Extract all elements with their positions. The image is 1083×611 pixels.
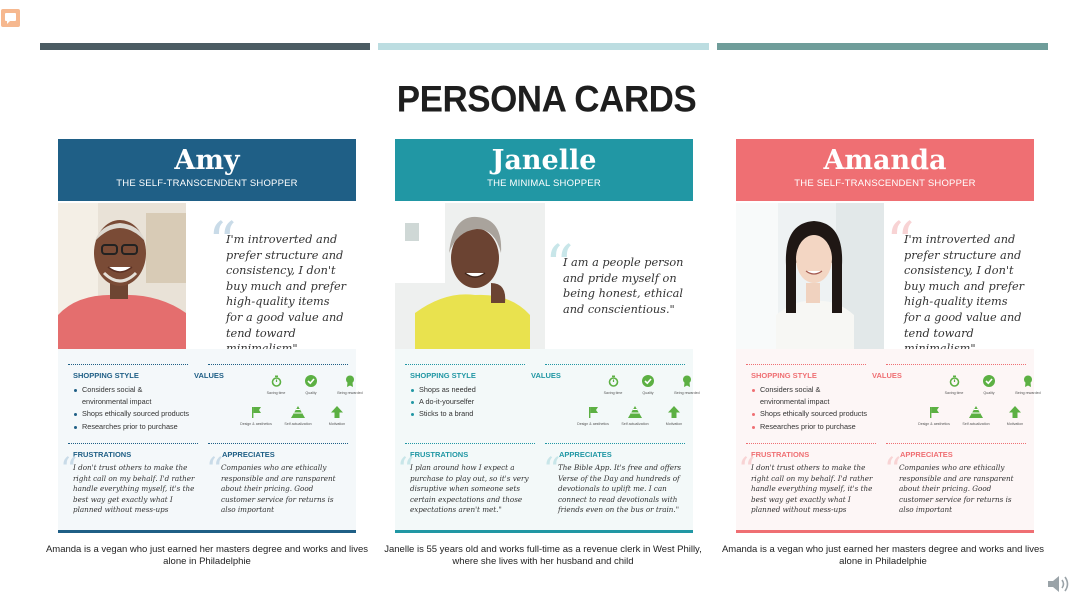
value-label: Self actualization bbox=[621, 422, 649, 426]
divider bbox=[68, 443, 198, 444]
appreciates-text: The Bible App. It's free and offers Verse of the Day and hundreds of devotionals to uplift me. I can connect to read devotionals with friends even on the bus or train." bbox=[558, 463, 682, 515]
persona-name: Amanda bbox=[823, 145, 947, 176]
value-flag bbox=[914, 406, 954, 426]
persona-photo bbox=[58, 203, 186, 349]
value-stopwatch bbox=[593, 375, 633, 395]
frustrations-text: I don't trust others to make the right call on my behalf. I'd rather handle everything myself, it's the best way get exactly what I planned without mess-ups bbox=[751, 463, 873, 515]
shopping-style-item: Considers social & bbox=[748, 384, 888, 396]
quote-mark-icon: “ bbox=[545, 234, 574, 299]
value-label: Self actualization bbox=[284, 422, 312, 426]
accent-bar-middle bbox=[378, 43, 709, 50]
persona-card-amanda bbox=[736, 139, 1041, 533]
value-medal bbox=[667, 375, 707, 395]
persona-subtitle: THE MINIMAL SHOPPER bbox=[487, 178, 601, 189]
pyramid-icon bbox=[278, 406, 318, 418]
persona-subtitle: THE SELF-TRANSCENDENT SHOPPER bbox=[794, 178, 976, 189]
frustrations-heading: FRUSTRATIONS bbox=[410, 450, 469, 459]
shopping-style-item: Shops as needed bbox=[407, 384, 547, 396]
quote-mark-icon: “ bbox=[738, 450, 756, 490]
persona-caption-1: Amanda is a vegan who just earned her masters degree and works and lives alone in Philadelphie bbox=[45, 544, 369, 567]
checkmark-icon bbox=[969, 375, 1009, 387]
value-label: Design & aesthetics bbox=[240, 422, 272, 426]
card-bottom-border bbox=[395, 530, 693, 533]
persona-name: Janelle bbox=[491, 145, 597, 176]
divider bbox=[746, 364, 866, 365]
arrow-up-icon bbox=[995, 406, 1035, 418]
value-stopwatch bbox=[256, 375, 296, 395]
pyramid-icon bbox=[956, 406, 996, 418]
divider bbox=[886, 443, 1026, 444]
medal-icon bbox=[330, 375, 370, 387]
shopping-style-item: Researches prior to purchase bbox=[70, 421, 210, 433]
photo-quote-row bbox=[736, 201, 1034, 349]
card-bottom-border bbox=[736, 530, 1034, 533]
value-flag bbox=[573, 406, 613, 426]
divider bbox=[208, 443, 348, 444]
quote-mark-icon: “ bbox=[397, 450, 415, 490]
shopping-style-heading: SHOPPING STYLE bbox=[410, 371, 476, 380]
frustrations-text: I plan around how I expect a purchase to play out, so it's very disruptive when someone sets certain expectations and those expectations aren't met." bbox=[410, 463, 529, 515]
persona-card-amy bbox=[58, 139, 363, 533]
appreciates-text: Companies who are ethically responsible and are ransparent about their pricing. Good customer service for returns is also important bbox=[899, 463, 1014, 515]
shopping-style-item: Shops ethically sourced products bbox=[748, 408, 888, 420]
card-header bbox=[395, 139, 693, 201]
shopping-style-item: Shops ethically sourced products bbox=[70, 408, 210, 420]
value-medal bbox=[330, 375, 370, 395]
photo-quote-row bbox=[58, 201, 356, 349]
value-label: Quality bbox=[983, 391, 995, 395]
page-title: PERSONA CARDS bbox=[396, 79, 697, 120]
stopwatch-icon bbox=[256, 375, 296, 387]
persona-photo bbox=[395, 203, 545, 349]
shopping-style-list bbox=[70, 384, 210, 433]
value-pyramid bbox=[278, 406, 318, 426]
accent-bar-left bbox=[40, 43, 370, 50]
divider bbox=[208, 364, 348, 365]
arrow-up-icon bbox=[317, 406, 357, 418]
value-label: Being rewarded bbox=[337, 391, 363, 395]
arrow-up-icon bbox=[654, 406, 694, 418]
value-stopwatch bbox=[934, 375, 974, 395]
divider bbox=[405, 364, 525, 365]
quote-mark-icon: “ bbox=[884, 450, 902, 490]
stopwatch-icon bbox=[934, 375, 974, 387]
persona-caption-3: Amanda is a vegan who just earned her masters degree and works and lives alone in Philadelphie bbox=[721, 544, 1045, 567]
shopping-style-item: environmental impact bbox=[760, 397, 830, 407]
card-header bbox=[736, 139, 1034, 201]
value-checkmark bbox=[969, 375, 1009, 395]
values-heading: VALUES bbox=[531, 371, 561, 380]
pyramid-icon bbox=[615, 406, 655, 418]
persona-subtitle: THE SELF-TRANSCENDENT SHOPPER bbox=[116, 178, 298, 189]
medal-icon bbox=[1008, 375, 1048, 387]
shopping-style-item: Researches prior to purchase bbox=[748, 421, 888, 433]
persona-caption-2: Janelle is 55 years old and works full-time as a revenue clerk in West Philly, where she lives with her husband and child bbox=[384, 544, 702, 567]
persona-photo bbox=[736, 203, 884, 349]
divider bbox=[746, 443, 876, 444]
card-bottom-border bbox=[58, 530, 356, 533]
flag-icon bbox=[236, 406, 276, 418]
frustrations-text: I don't trust others to make the right call on my behalf. I'd rather handle everything myself, it's the best way get exactly what I planned without mess-ups bbox=[73, 463, 195, 515]
value-label: Quality bbox=[305, 391, 317, 395]
appreciates-text: Companies who are ethically responsible and are ransparent about their pricing. Good customer service for returns is also important bbox=[221, 463, 336, 515]
value-label: Being rewarded bbox=[1015, 391, 1041, 395]
persona-details bbox=[736, 349, 1041, 533]
value-flag bbox=[236, 406, 276, 426]
photo-quote-row bbox=[395, 201, 693, 349]
value-arrow-up bbox=[995, 406, 1035, 426]
accent-bar-right bbox=[717, 43, 1048, 50]
divider bbox=[545, 443, 685, 444]
persona-name: Amy bbox=[174, 145, 240, 176]
shopping-style-list bbox=[748, 384, 888, 433]
value-label: Motivation bbox=[1006, 422, 1024, 426]
divider bbox=[68, 364, 188, 365]
values-heading: VALUES bbox=[872, 371, 902, 380]
flag-icon bbox=[573, 406, 613, 418]
shopping-style-heading: SHOPPING STYLE bbox=[73, 371, 139, 380]
quote-mark-icon: “ bbox=[543, 450, 561, 490]
value-medal bbox=[1008, 375, 1048, 395]
frustrations-heading: FRUSTRATIONS bbox=[73, 450, 132, 459]
value-label: Design & aesthetics bbox=[577, 422, 609, 426]
persona-quote: I'm introverted and prefer structure and consistency, I don't buy much and prefer high-quality items for a good value and tend toward bbox=[226, 233, 347, 340]
value-label: Saving time bbox=[603, 391, 623, 395]
value-pyramid bbox=[615, 406, 655, 426]
shopping-style-item: Considers social & bbox=[70, 384, 210, 396]
quote-mark-icon: “ bbox=[60, 450, 78, 490]
appreciates-heading: APPRECIATES bbox=[222, 450, 275, 459]
quote-mark-icon: “ bbox=[886, 211, 915, 276]
persona-quote: I'm introverted and prefer structure and consistency, I don't buy much and prefer high-quality items for a good value and tend toward bbox=[904, 233, 1025, 340]
value-label: Motivation bbox=[665, 422, 683, 426]
value-label: Design & aesthetics bbox=[918, 422, 950, 426]
checkmark-icon bbox=[291, 375, 331, 387]
comment-icon[interactable] bbox=[1, 9, 20, 27]
divider bbox=[545, 364, 685, 365]
shopping-style-item: A do-it-yourselfer bbox=[407, 396, 547, 408]
value-arrow-up bbox=[654, 406, 694, 426]
frustrations-heading: FRUSTRATIONS bbox=[751, 450, 810, 459]
value-label: Self actualization bbox=[962, 422, 990, 426]
stopwatch-icon bbox=[593, 375, 633, 387]
value-label: Motivation bbox=[328, 422, 346, 426]
value-label: Being rewarded bbox=[674, 391, 700, 395]
value-checkmark bbox=[291, 375, 331, 395]
value-arrow-up bbox=[317, 406, 357, 426]
quote-mark-icon: “ bbox=[206, 450, 224, 490]
persona-details bbox=[395, 349, 700, 533]
medal-icon bbox=[667, 375, 707, 387]
value-pyramid bbox=[956, 406, 996, 426]
divider bbox=[886, 364, 1026, 365]
value-label: Saving time bbox=[944, 391, 964, 395]
persona-quote: I am a people person and pride myself on being honest, ethical and conscientious." bbox=[563, 256, 684, 316]
persona-card-janelle bbox=[395, 139, 700, 533]
quote-mark-icon: “ bbox=[208, 211, 237, 276]
divider bbox=[405, 443, 535, 444]
speaker-icon[interactable] bbox=[1046, 573, 1074, 595]
checkmark-icon bbox=[628, 375, 668, 387]
appreciates-heading: APPRECIATES bbox=[559, 450, 612, 459]
value-checkmark bbox=[628, 375, 668, 395]
value-label: Quality bbox=[642, 391, 654, 395]
flag-icon bbox=[914, 406, 954, 418]
persona-details bbox=[58, 349, 363, 533]
shopping-style-list bbox=[407, 384, 547, 421]
shopping-style-item: environmental impact bbox=[82, 397, 152, 407]
card-header bbox=[58, 139, 356, 201]
appreciates-heading: APPRECIATES bbox=[900, 450, 953, 459]
shopping-style-item: Sticks to a brand bbox=[407, 408, 547, 420]
shopping-style-heading: SHOPPING STYLE bbox=[751, 371, 817, 380]
values-heading: VALUES bbox=[194, 371, 224, 380]
value-label: Saving time bbox=[266, 391, 286, 395]
